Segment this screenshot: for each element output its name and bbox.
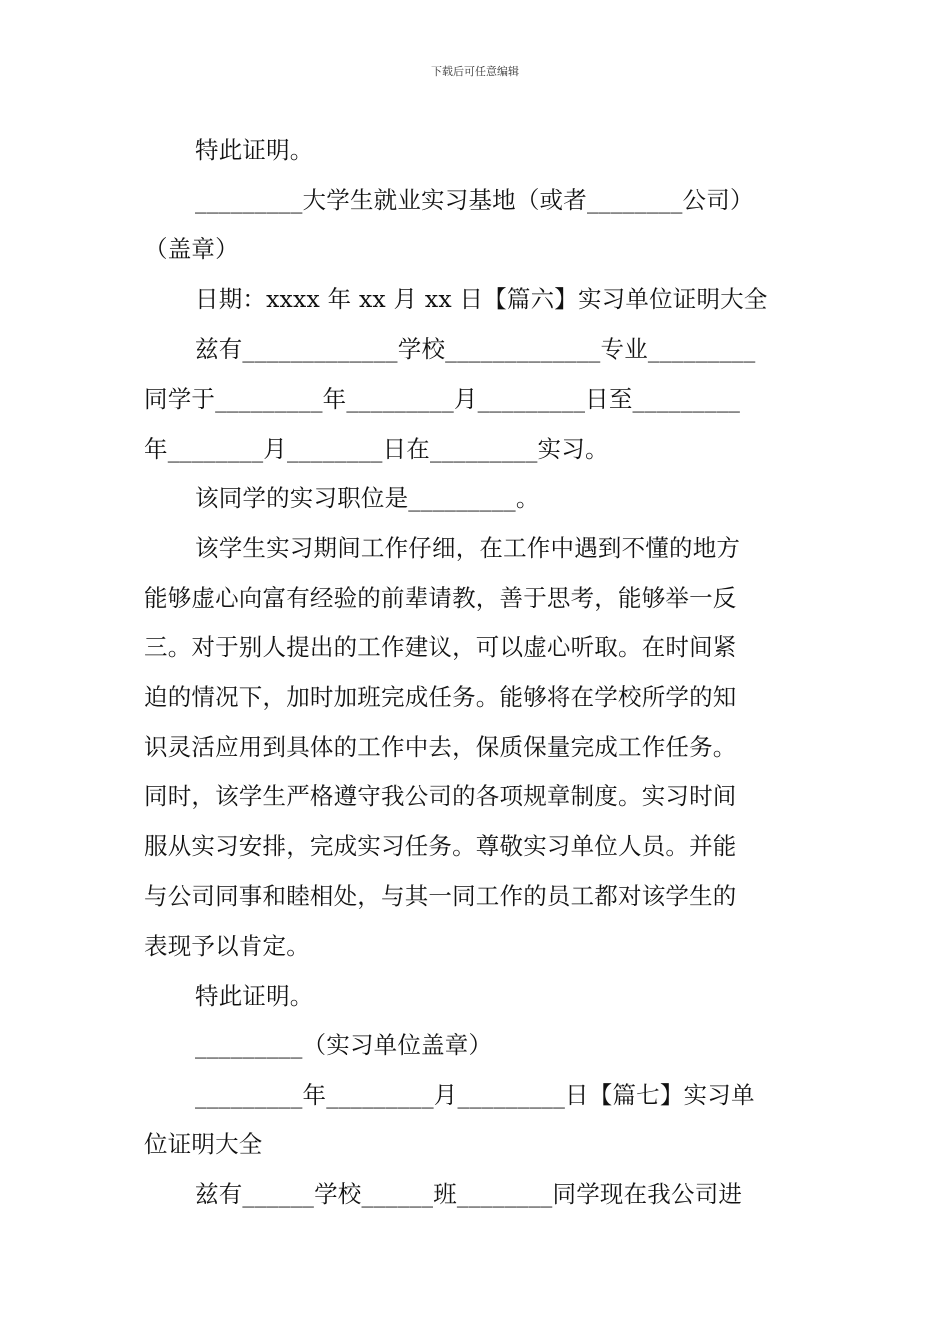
closing-statement: 特此证明。: [195, 136, 314, 164]
body-line: 三。对于别人提出的工作建议，可以虚心听取。在时间紧: [144, 633, 737, 661]
body-line: 兹有_____________学校_____________专业_________: [195, 335, 756, 363]
body-line: 与公司同事和睦相处，与其一同工作的员工都对该学生的: [144, 882, 737, 910]
body-line: 同学于_________年_________月_________日至_________: [144, 385, 741, 413]
header-note: 下载后可任意编辑: [431, 65, 519, 78]
closing-statement: 特此证明。: [195, 982, 314, 1010]
unit-seal-line: _________（实习单位盖章）: [195, 1031, 493, 1059]
seal-line: （盖章）: [144, 235, 239, 263]
body-line: 识灵活应用到具体的工作中去，保质保量完成工作任务。: [144, 733, 737, 761]
body-line: 表现予以肯定。: [144, 932, 310, 960]
body-line: 服从实习安排，完成实习任务。尊敬实习单位人员。并能: [144, 832, 737, 860]
body-line: 同时，该学生严格遵守我公司的各项规章制度。实习时间: [144, 782, 737, 810]
heading-continuation: 位证明大全: [144, 1130, 263, 1158]
body-line: 年________月________日在_________实习。: [144, 435, 609, 463]
body-line: 迫的情况下，加时加班完成任务。能够将在学校所学的知: [144, 683, 737, 711]
body-line: 该学生实习期间工作仔细，在工作中遇到不懂的地方: [195, 534, 741, 562]
issuer-line: _________大学生就业实习基地（或者________公司）: [195, 186, 754, 214]
position-line: 该同学的实习职位是_________。: [195, 484, 540, 512]
date-heading-line: _________年_________月_________日【篇七】实习单: [195, 1081, 755, 1109]
date-line: 日期：xxxx 年 xx 月 xx 日【篇六】实习单位证明大全: [195, 285, 768, 313]
body-line: 能够虚心向富有经验的前辈请教，善于思考，能够举一反: [144, 584, 737, 612]
body-line: 兹有______学校______班________同学现在我公司进: [195, 1180, 743, 1208]
